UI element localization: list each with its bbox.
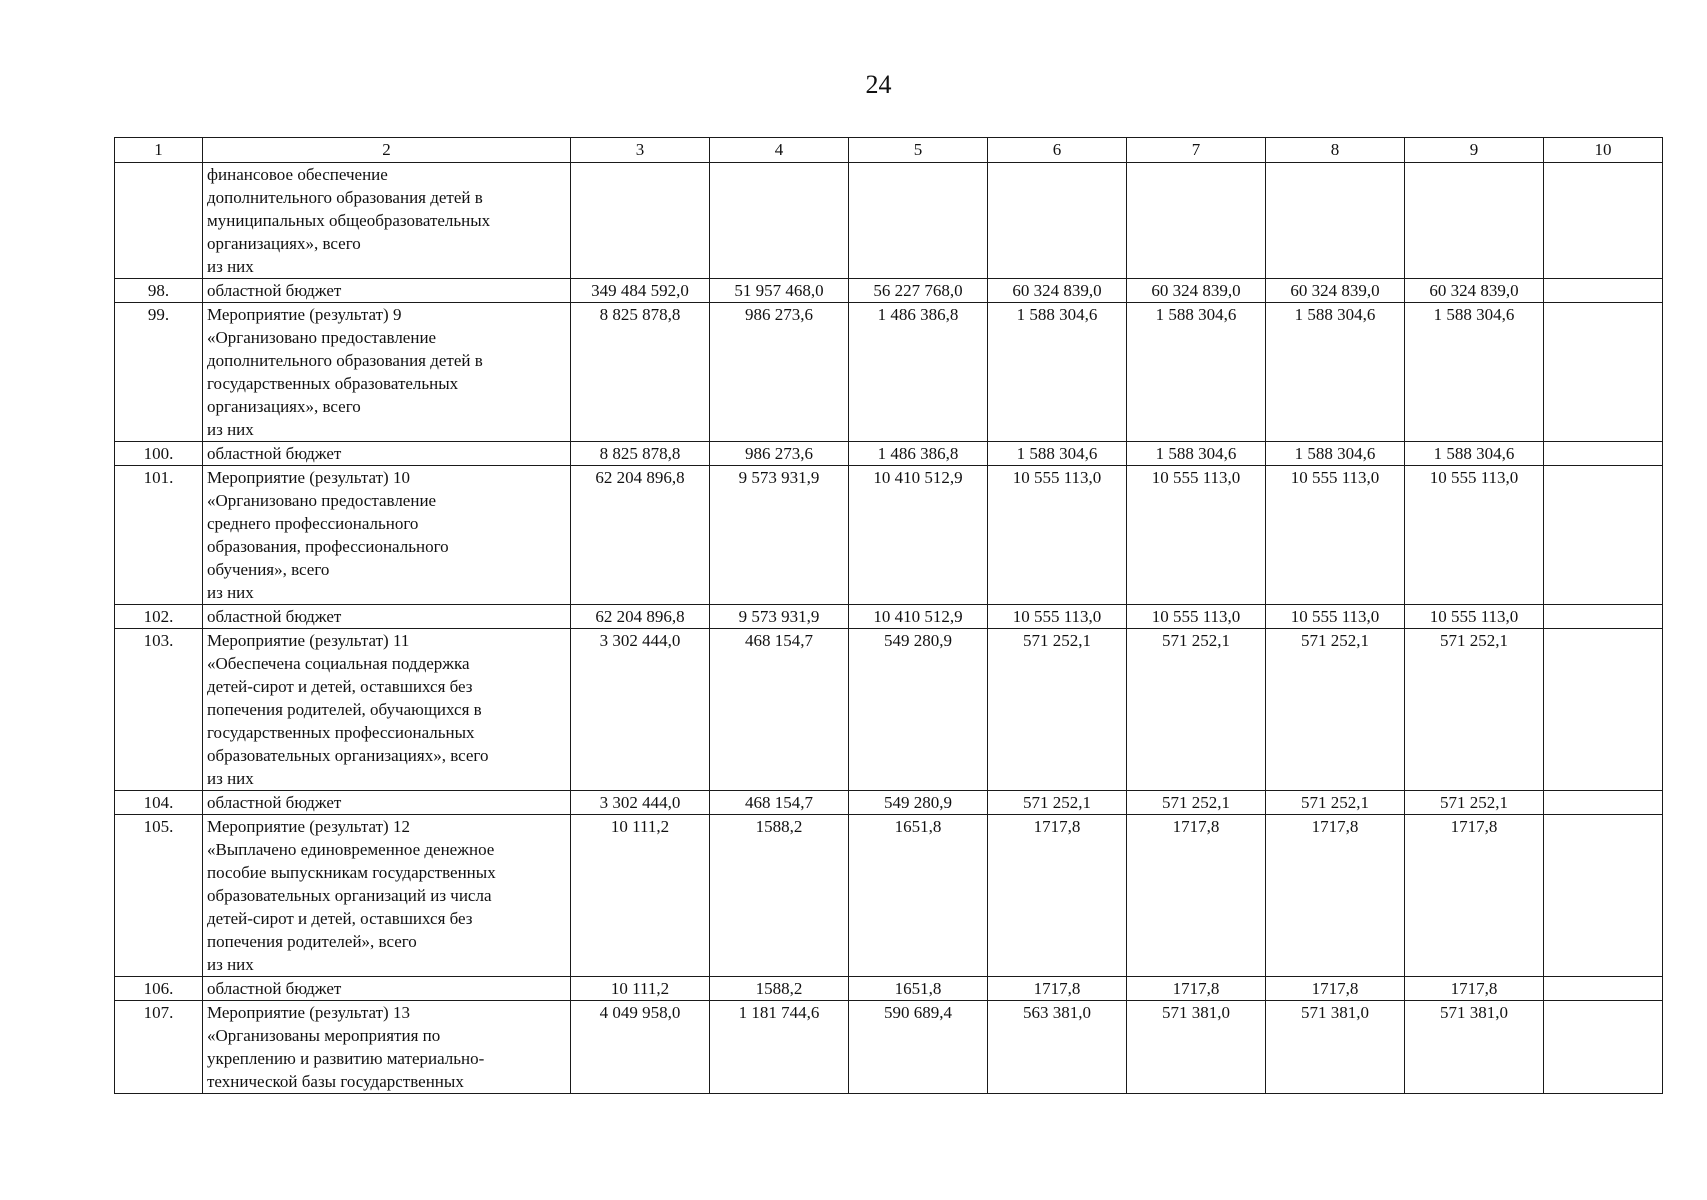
value-cell: 3 302 444,0 [571,791,710,815]
description-line: «Организовано предоставление [207,328,437,347]
value-cell [1544,815,1663,977]
header-row [115,138,1663,163]
description-line: областной бюджет [207,793,342,812]
description-line: из них [207,955,254,974]
description-line: пособие выпускникам государственных [207,863,496,882]
table-row [115,163,1663,279]
value-cell: 1717,8 [1405,977,1544,1001]
value-cell: 571 252,1 [1127,629,1266,791]
row-number: 103. [115,629,203,791]
value-cell: 10 555 113,0 [1405,605,1544,629]
value-cell: 1717,8 [988,815,1127,977]
value-cell: 1 588 304,6 [1405,442,1544,466]
value-cell: 1 588 304,6 [1127,303,1266,442]
value-cell: 60 324 839,0 [1405,279,1544,303]
row-description [203,442,571,466]
description-line: обучения», всего [207,560,330,579]
value-cell: 571 252,1 [988,791,1127,815]
row-description [203,1001,571,1094]
description-line: Мероприятие (результат) 10 [207,468,410,487]
value-cell: 1 588 304,6 [1266,303,1405,442]
value-cell [571,163,710,279]
column-header: 5 [849,138,988,163]
row-description [203,605,571,629]
value-cell [1127,163,1266,279]
table-row [115,303,1663,442]
description-line: образовательных организаций из числа [207,886,492,905]
row-number: 105. [115,815,203,977]
value-cell: 9 573 931,9 [710,605,849,629]
row-number: 107. [115,1001,203,1094]
value-cell [710,163,849,279]
value-cell [1544,629,1663,791]
value-cell: 1717,8 [1266,815,1405,977]
value-cell: 571 252,1 [1127,791,1266,815]
column-header: 4 [710,138,849,163]
table-row [115,815,1663,977]
description-line: попечения родителей, обучающихся в [207,700,482,719]
value-cell [1405,163,1544,279]
table-row [115,791,1663,815]
value-cell: 62 204 896,8 [571,605,710,629]
value-cell: 349 484 592,0 [571,279,710,303]
value-cell: 1 588 304,6 [988,303,1127,442]
description-line: Мероприятие (результат) 12 [207,817,410,836]
value-cell [1544,442,1663,466]
value-cell: 571 252,1 [1266,629,1405,791]
description-line: Мероприятие (результат) 11 [207,631,410,650]
row-description [203,815,571,977]
value-cell: 62 204 896,8 [571,466,710,605]
row-number: 98. [115,279,203,303]
value-cell: 571 252,1 [1405,791,1544,815]
value-cell: 56 227 768,0 [849,279,988,303]
value-cell: 563 381,0 [988,1001,1127,1094]
value-cell: 1651,8 [849,977,988,1001]
row-number: 101. [115,466,203,605]
column-header: 9 [1405,138,1544,163]
value-cell: 1 486 386,8 [849,442,988,466]
value-cell: 468 154,7 [710,791,849,815]
value-cell: 571 381,0 [1405,1001,1544,1094]
value-cell: 1 588 304,6 [1266,442,1405,466]
description-line: «Выплачено единовременное денежное [207,840,495,859]
budget-table [114,137,1663,1094]
column-header: 6 [988,138,1127,163]
value-cell: 10 111,2 [571,977,710,1001]
value-cell: 8 825 878,8 [571,442,710,466]
value-cell: 1 588 304,6 [988,442,1127,466]
value-cell: 571 252,1 [1266,791,1405,815]
description-line: областной бюджет [207,444,342,463]
description-line: организациях», всего [207,397,361,416]
value-cell [1544,791,1663,815]
description-line: «Обеспечена социальная поддержка [207,654,470,673]
value-cell: 10 111,2 [571,815,710,977]
description-line: организациях», всего [207,234,361,253]
value-cell [988,163,1127,279]
row-number: 104. [115,791,203,815]
table-row [115,605,1663,629]
row-number: 100. [115,442,203,466]
value-cell: 571 381,0 [1127,1001,1266,1094]
value-cell [1266,163,1405,279]
value-cell: 1717,8 [1405,815,1544,977]
value-cell: 549 280,9 [849,791,988,815]
value-cell: 10 555 113,0 [1127,466,1266,605]
description-line: детей-сирот и детей, оставшихся без [207,677,473,696]
description-line: Мероприятие (результат) 13 [207,1003,410,1022]
value-cell: 10 555 113,0 [988,605,1127,629]
description-line: среднего профессионального [207,514,419,533]
value-cell: 60 324 839,0 [1266,279,1405,303]
value-cell: 571 381,0 [1266,1001,1405,1094]
row-number [115,163,203,279]
value-cell: 571 252,1 [1405,629,1544,791]
value-cell: 1 588 304,6 [1405,303,1544,442]
row-number: 102. [115,605,203,629]
value-cell: 10 410 512,9 [849,466,988,605]
column-header: 3 [571,138,710,163]
value-cell: 10 555 113,0 [1266,466,1405,605]
description-line: «Организованы мероприятия по [207,1026,441,1045]
value-cell: 60 324 839,0 [988,279,1127,303]
description-line: дополнительного образования детей в [207,351,483,370]
value-cell: 986 273,6 [710,303,849,442]
value-cell: 986 273,6 [710,442,849,466]
value-cell: 4 049 958,0 [571,1001,710,1094]
value-cell: 60 324 839,0 [1127,279,1266,303]
row-description [203,303,571,442]
value-cell: 1651,8 [849,815,988,977]
value-cell: 1717,8 [1266,977,1405,1001]
description-line: попечения родителей», всего [207,932,417,951]
value-cell: 10 555 113,0 [1405,466,1544,605]
value-cell [1544,977,1663,1001]
column-header: 2 [203,138,571,163]
description-line: образовательных организациях», всего [207,746,489,765]
description-line: Мероприятие (результат) 9 [207,305,402,324]
description-line: дополнительного образования детей в [207,188,483,207]
description-line: муниципальных общеобразовательных [207,211,491,230]
column-header: 7 [1127,138,1266,163]
row-description [203,163,571,279]
description-line: «Организовано предоставление [207,491,437,510]
value-cell [1544,279,1663,303]
description-line: из них [207,420,254,439]
value-cell [1544,466,1663,605]
value-cell: 590 689,4 [849,1001,988,1094]
value-cell: 51 957 468,0 [710,279,849,303]
row-number: 106. [115,977,203,1001]
description-line: из них [207,583,254,602]
row-description [203,279,571,303]
row-description [203,977,571,1001]
table-row [115,977,1663,1001]
description-line: областной бюджет [207,979,342,998]
description-line: финансовое обеспечение [207,165,388,184]
value-cell: 1 588 304,6 [1127,442,1266,466]
value-cell: 1717,8 [1127,815,1266,977]
value-cell: 1717,8 [988,977,1127,1001]
value-cell: 1717,8 [1127,977,1266,1001]
value-cell: 1588,2 [710,977,849,1001]
description-line: государственных образовательных [207,374,459,393]
description-line: технической базы государственных [207,1072,464,1091]
page-number: 24 [865,70,892,99]
value-cell: 10 410 512,9 [849,605,988,629]
description-line: из них [207,769,254,788]
value-cell: 571 252,1 [988,629,1127,791]
table-row [115,1001,1663,1094]
row-number: 99. [115,303,203,442]
column-header: 10 [1544,138,1663,163]
value-cell: 10 555 113,0 [1127,605,1266,629]
table-row [115,466,1663,605]
value-cell: 10 555 113,0 [1266,605,1405,629]
description-line: укреплению и развитию материально- [207,1049,485,1068]
description-line: детей-сирот и детей, оставшихся без [207,909,473,928]
table-row [115,442,1663,466]
table-row [115,629,1663,791]
row-description [203,629,571,791]
description-line: из них [207,257,254,276]
description-line: государственных профессиональных [207,723,475,742]
value-cell [1544,163,1663,279]
description-line: образования, профессионального [207,537,449,556]
value-cell: 1 486 386,8 [849,303,988,442]
value-cell: 1 181 744,6 [710,1001,849,1094]
value-cell: 10 555 113,0 [988,466,1127,605]
description-line: областной бюджет [207,281,342,300]
table-row [115,279,1663,303]
value-cell: 1588,2 [710,815,849,977]
value-cell: 8 825 878,8 [571,303,710,442]
column-header: 8 [1266,138,1405,163]
value-cell: 549 280,9 [849,629,988,791]
value-cell: 3 302 444,0 [571,629,710,791]
value-cell [1544,605,1663,629]
value-cell: 9 573 931,9 [710,466,849,605]
value-cell [849,163,988,279]
row-description [203,466,571,605]
value-cell [1544,303,1663,442]
value-cell [1544,1001,1663,1094]
description-line: областной бюджет [207,607,342,626]
row-description [203,791,571,815]
column-header: 1 [115,138,203,163]
value-cell: 468 154,7 [710,629,849,791]
